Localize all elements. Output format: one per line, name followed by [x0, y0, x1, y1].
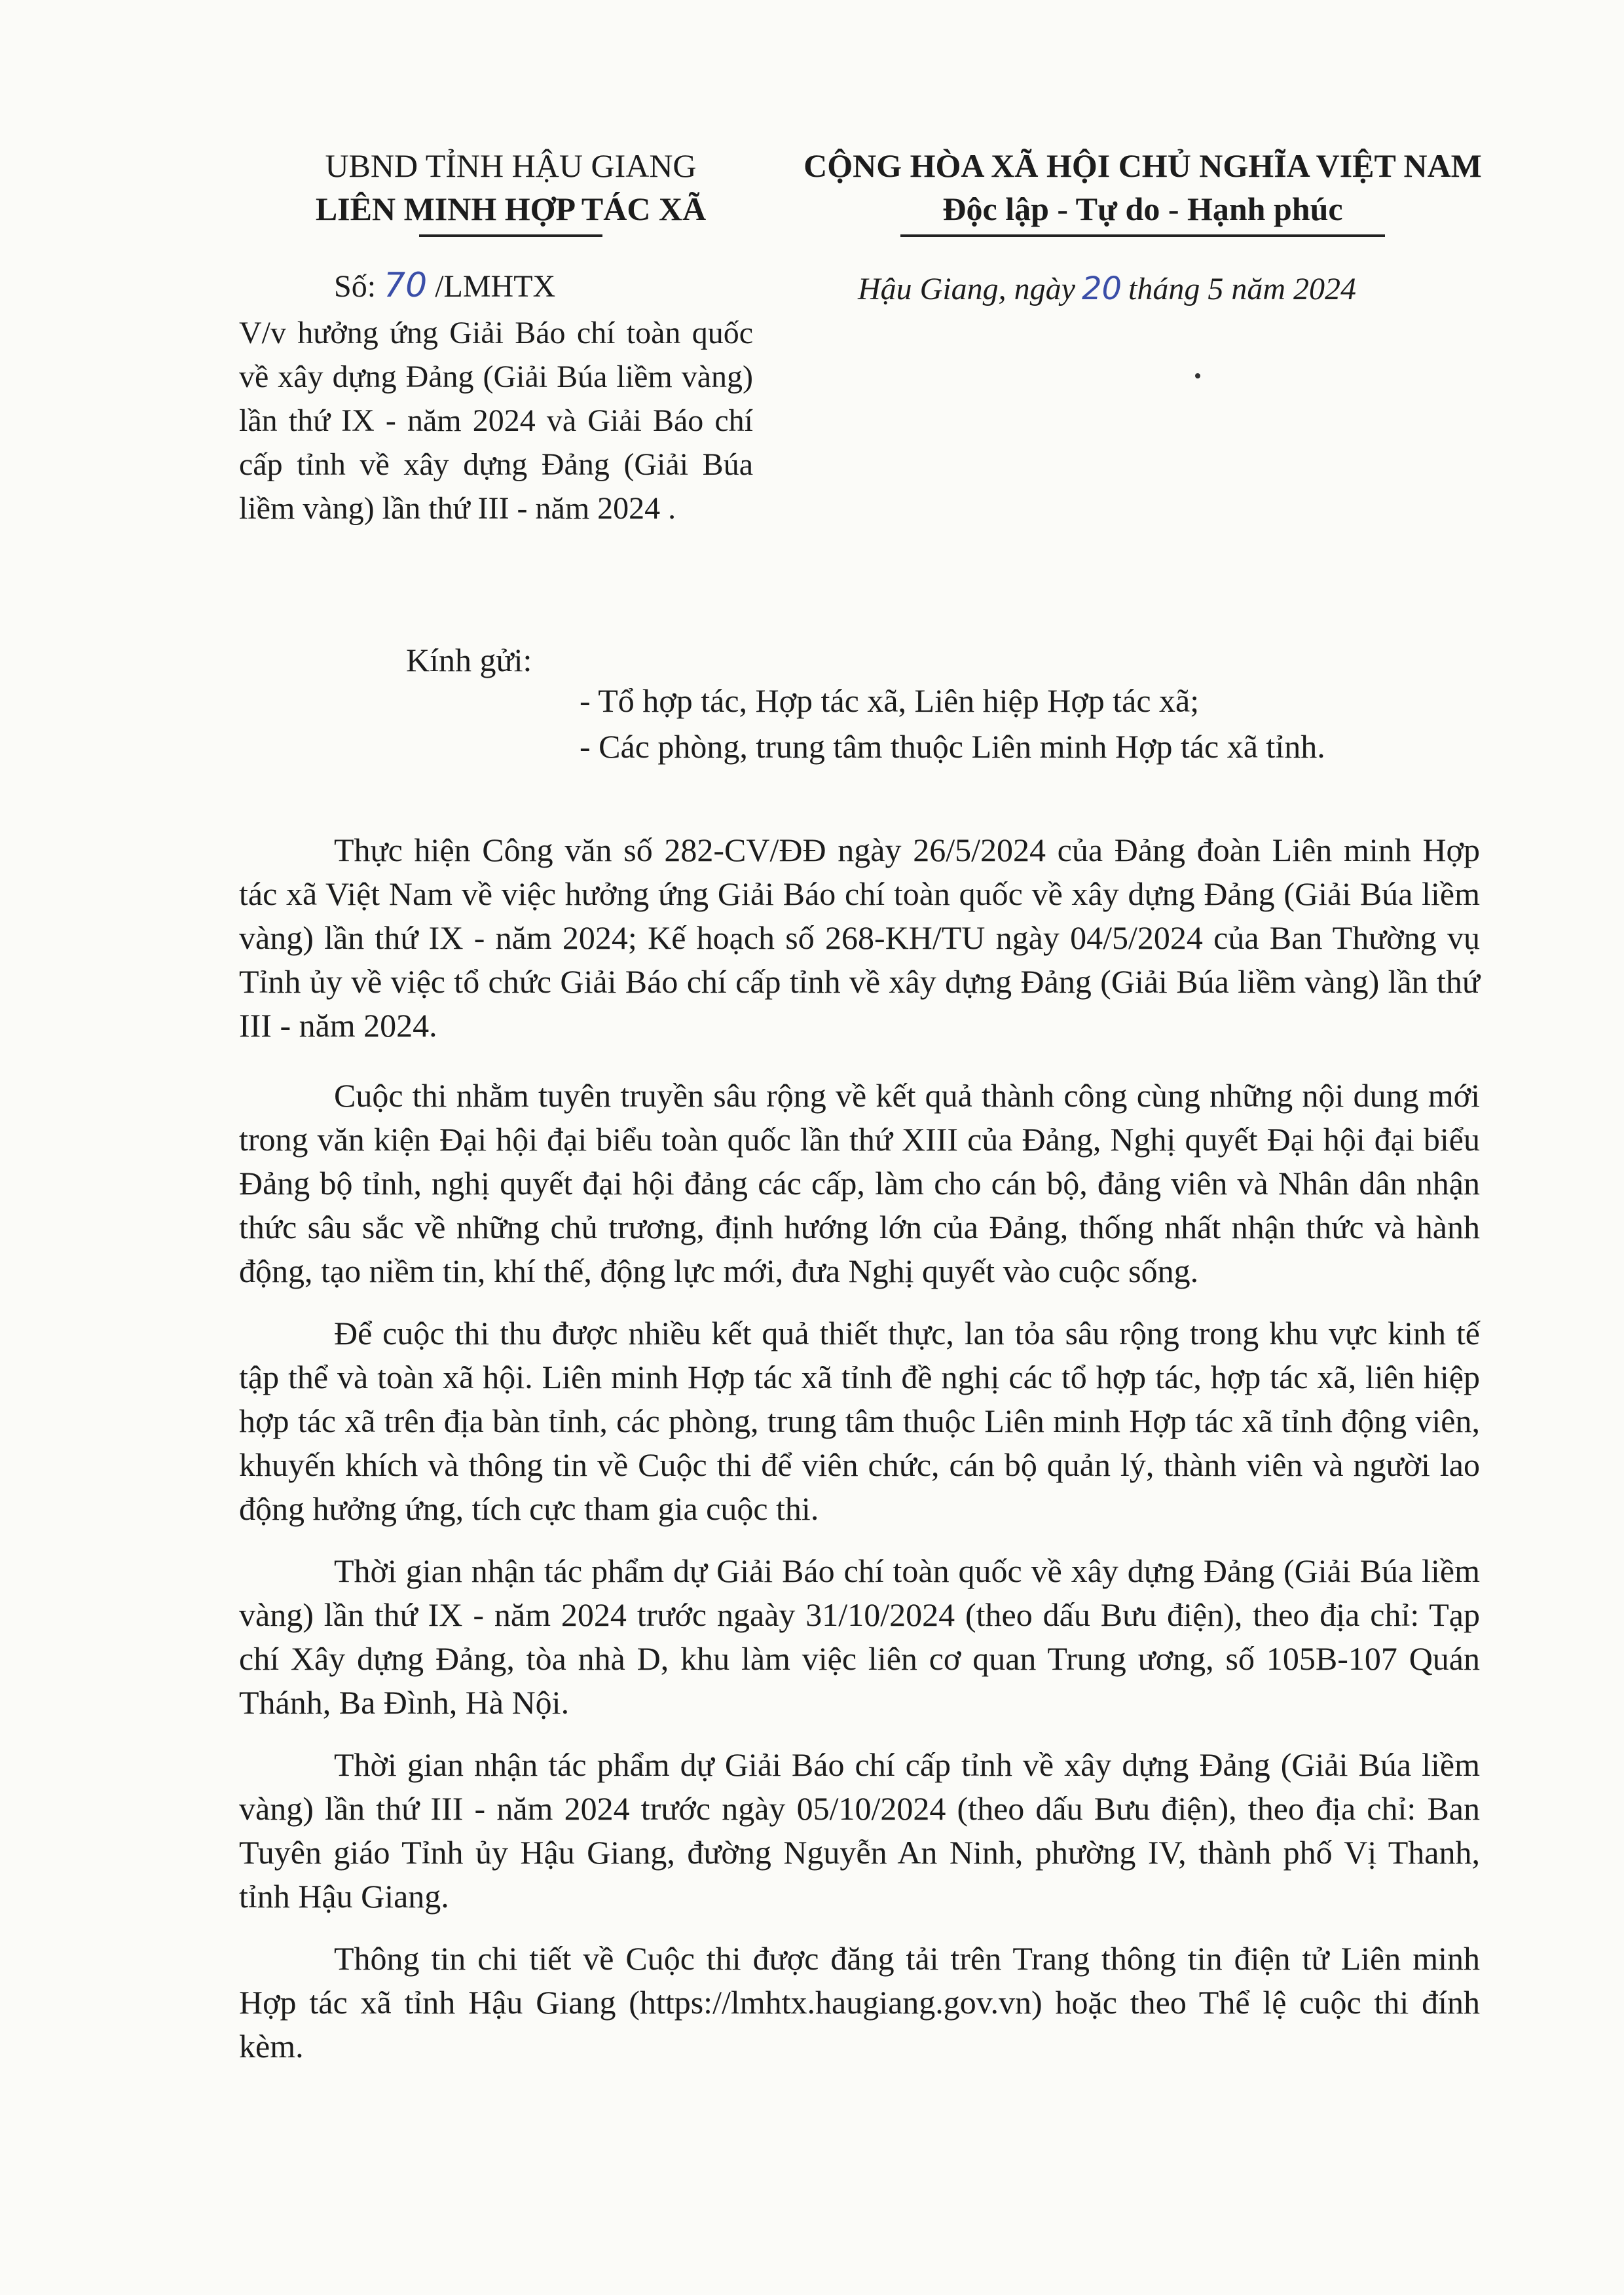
scan-speck	[1195, 373, 1200, 378]
handwritten-number: 70	[384, 266, 428, 305]
document-number	[334, 265, 555, 307]
body-paragraph: Cuộc thi nhằm tuyên truyền sâu rộng về kết quả thành công cùng những nội dung mới trong văn kiện Đại hội đại biểu toàn quốc lần thứ XIII của Đảng, Nghị quyết Đại hội đại biểu Đảng bộ tỉnh, nghị quyết đại hội đảng các cấp, làm cho cán bộ, đảng viên và Nhân dân nhận thức sâu sắc về những chủ trương, định hướng lớn của Đảng, thống nhất nhận thức và hành động, tạo niềm tin, khí thế, động lực mới, đưa Nghị quyết vào cuộc sống.	[239, 1077, 1480, 1289]
org-name: LIÊN MINH HỢP TÁC XÃ	[315, 191, 707, 227]
national-motto: Độc lập - Tự do - Hạnh phúc	[942, 191, 1343, 227]
handwritten-day: 20	[1081, 270, 1122, 307]
number-prefix: Số:	[334, 269, 377, 304]
document-date	[858, 268, 1447, 310]
org-parent: UBND TỈNH HẬU GIANG	[325, 147, 697, 184]
country-name: CỘNG HÒA XÃ HỘI CHỦ NGHĨA VIỆT NAM	[803, 147, 1482, 184]
body-paragraph: Thời gian nhận tác phẩm dự Giải Báo chí cấp tỉnh về xây dựng Đảng (Giải Búa liềm vàng) lần thứ III - năm 2024 trước ngày 05/10/2024 (theo dấu Bưu điện), theo địa chỉ: Ban Tuyên giáo Tỉnh ủy Hậu Giang, đường Nguyễn An Ninh, phường IV, thành phố Vị Thanh, tỉnh Hậu Giang.	[239, 1746, 1480, 1915]
recipients-list	[580, 678, 1325, 769]
issuing-organization	[262, 144, 760, 237]
document-subject: V/v hưởng ứng Giải Báo chí toàn quốc về xây dựng Đảng (Giải Búa liềm vàng) lần thứ IX - năm 2024 và Giải Báo chí cấp tỉnh về xây dựng Đảng (Giải Búa liềm vàng) lần thứ III - năm 2024 .	[239, 316, 753, 526]
document-body	[239, 828, 1480, 2087]
recipient-item: - Các phòng, trung tâm thuộc Liên minh Hợp tác xã tỉnh.	[580, 728, 1325, 765]
date-suffix: tháng 5 năm 2024	[1128, 272, 1357, 306]
national-header	[753, 144, 1532, 237]
recipient-item: - Tổ hợp tác, Hợp tác xã, Liên hiệp Hợp tác xã;	[580, 682, 1200, 719]
recipients-label: Kính gửi:	[406, 642, 532, 678]
body-paragraph: Thực hiện Công văn số 282-CV/ĐĐ ngày 26/5/2024 của Đảng đoàn Liên minh Hợp tác xã Việt Nam về việc hưởng ứng Giải Báo chí toàn quốc về xây dựng Đảng (Giải Búa liềm vàng) lần thứ IX - năm 2024; Kế hoạch số 268-KH/TU ngày 04/5/2024 của Ban Thường vụ Tỉnh ủy về việc tổ chức Giải Báo chí cấp tỉnh về xây dựng Đảng (Giải Búa liềm vàng) lần thứ III - năm 2024.	[239, 832, 1480, 1044]
org-underline	[419, 234, 602, 237]
body-paragraph: Thời gian nhận tác phẩm dự Giải Báo chí toàn quốc về xây dựng Đảng (Giải Búa liềm vàng) lần thứ IX - năm 2024 trước ngaày 31/10/2024 (theo dấu Bưu điện), theo địa chỉ: Tạp chí Xây dựng Đảng, tòa nhà D, khu làm việc liên cơ quan Trung ương, số 105B-107 Quán Thánh, Ba Đình, Hà Nội.	[239, 1552, 1480, 1721]
motto-underline	[900, 234, 1385, 237]
date-prefix: Hậu Giang, ngày	[858, 272, 1075, 306]
body-paragraph: Thông tin chi tiết về Cuộc thi được đăng tải trên Trang thông tin điện tử Liên minh Hợp tác xã tỉnh Hậu Giang (https://lmhtx.haugiang.gov.vn) hoặc theo Thể lệ cuộc thi đính kèm.	[239, 1940, 1480, 2065]
body-paragraph: Để cuộc thi thu được nhiều kết quả thiết thực, lan tỏa sâu rộng trong khu vực kinh tế tập thể và toàn xã hội. Liên minh Hợp tác xã tỉnh đề nghị các tổ hợp tác, hợp tác xã, liên hiệp hợp tác xã trên địa bàn tỉnh, các phòng, trung tâm thuộc Liên minh Hợp tác xã tỉnh động viên, khuyến khích và thông tin về Cuộc thi để viên chức, cán bộ quản lý, thành viên và người lao động hưởng ứng, tích cực tham gia cuộc thi.	[239, 1315, 1480, 1527]
number-suffix: /LMHTX	[435, 269, 556, 304]
